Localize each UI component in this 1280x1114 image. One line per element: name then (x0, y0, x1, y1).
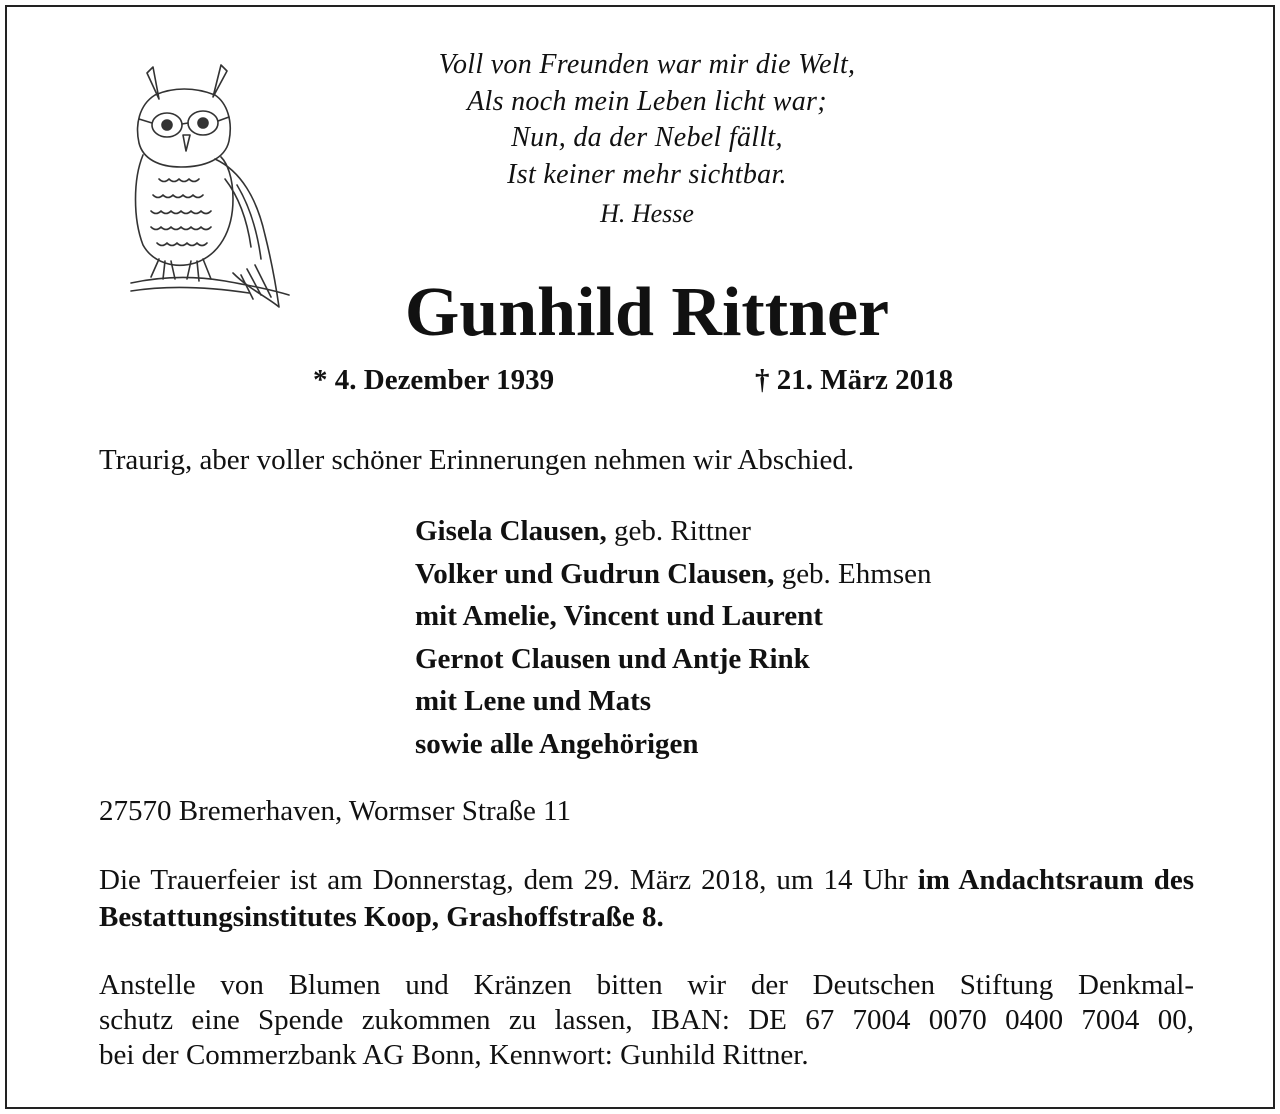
mourner-name: Volker und Gudrun Clausen, (415, 557, 775, 590)
mourner-name: Gisela Clausen, (415, 515, 607, 547)
mourner-name: Gernot Clausen und Antje Rink (415, 642, 810, 675)
mourner-row (415, 638, 932, 681)
mourners-list (415, 510, 932, 765)
poem-line: Ist keiner mehr sichtbar. (507, 158, 787, 190)
death-date: † 21. März 2018 (755, 364, 954, 396)
mourner-row (415, 553, 932, 596)
mourner-row (415, 595, 932, 638)
funeral-info (99, 862, 1194, 936)
obituary-notice (5, 5, 1275, 1109)
birth-date: * 4. Dezember 1939 (313, 364, 555, 396)
poem-line: Nun, da der Nebel fällt, (511, 122, 783, 153)
poem-line: Als noch mein Leben licht war; (467, 85, 827, 117)
funeral-date-text: Die Trauerfeier ist am Donnerstag, dem 29. März 2018, um 14 Uhr (99, 864, 918, 896)
mourner-name: mit Amelie, Vincent und Laurent (415, 600, 823, 632)
farewell-text: Traurig, aber voller schöner Erinnerungen nehmen wir Abschied. (99, 444, 855, 476)
deceased-name: Gunhild Rittner (404, 274, 890, 351)
donation-line: Anstelle von Blumen und Kränzen bitten wir der Deutschen Stiftung Denkmal- (99, 969, 1194, 1001)
funeral-location: im Andachtsraum des Bestattungsinstitutes Koop, Grashoffstraße 8. (99, 864, 1194, 933)
donation-line: bei der Commerzbank AG Bonn, Kennwort: Gunhild Rittner. (99, 1039, 809, 1071)
mourner-note: geb. Rittner (606, 515, 751, 547)
mourner-address: 27570 Bremerhaven, Wormser Straße 11 (99, 795, 572, 827)
donation-info (99, 968, 1194, 1073)
poem (347, 47, 947, 193)
mourner-row (415, 680, 932, 723)
mourner-name: sowie alle Angehörigen (415, 727, 699, 760)
poem-author: H. Hesse (600, 199, 694, 228)
mourner-name: mit Lene und Mats (415, 685, 652, 717)
mourner-row (415, 723, 932, 766)
mourner-row (415, 510, 932, 553)
poem-line: Voll von Freunden war mir die Welt, (438, 49, 856, 80)
mourner-note: geb. Ehmsen (774, 557, 932, 590)
donation-line: schutz eine Spende zukommen zu lassen, IBAN: DE 67 7004 0070 0400 7004 00, (99, 1004, 1194, 1036)
